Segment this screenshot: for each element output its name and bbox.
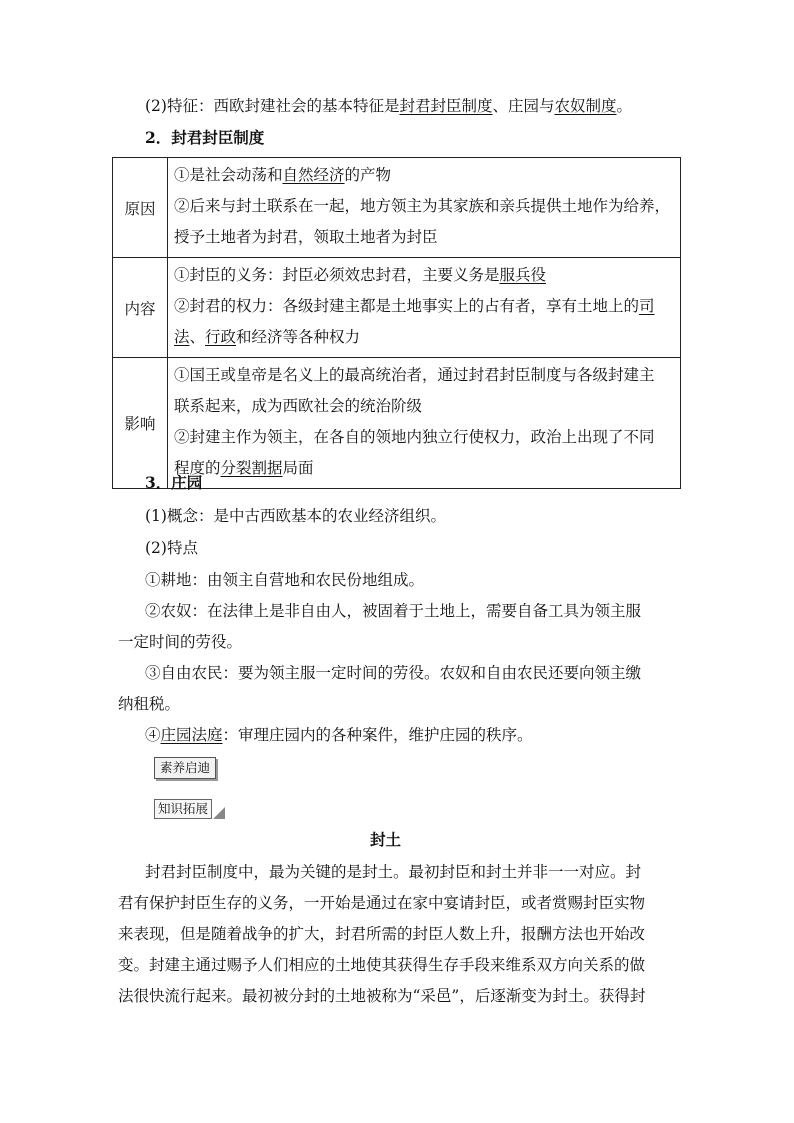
underlined-term: 司 (639, 297, 655, 315)
section-heading-3: 3．庄园 (145, 473, 203, 492)
paragraph-line: ④庄园法庭：审理庄园内的各种案件，维护庄园的秩序。 (145, 726, 533, 744)
row-content: ①是社会动荡和自然经济的产物 ②后来与封土联系在一起，地方领主为其家族和亲兵提供土地作为给养， 授予土地者为封君，领取土地者为封臣 (168, 158, 681, 258)
paragraph-line: (1)概念：是中古西欧基本的农业经济组织。 (145, 507, 446, 525)
knowledge-extension-tag: 知识拓展 (154, 799, 225, 817)
table-row (113, 258, 681, 358)
underlined-term: 自然经济 (282, 166, 345, 184)
row-content: ①国王或皇帝是名义上的最高统治者，通过封君封臣制度与各级封建主 联系起来，成为西欧社会的统治阶级 ②封建主作为领主，在各自的领地内独立行使权力，政治上出现了不同 程度的分裂割据局面 (168, 358, 681, 489)
table-row (113, 358, 681, 489)
row-content: ①封臣的义务：封臣必须效忠封君，主要义务是服兵役 ②封君的权力：各级封建主都是土地事实上的占有者，享有土地上的司 法、行政和经济等各种权力 (168, 258, 681, 358)
underlined-term: 封君封臣制度 (399, 97, 493, 115)
underlined-term: 行政 (205, 328, 237, 346)
section-heading-2: 2．封君封臣制度 (145, 128, 265, 147)
paragraph-line: 变。封建主通过赐予人们相应的土地使其获得生存手段来维系双方向关系的做 (118, 956, 646, 974)
paragraph-line: ①耕地：由领主自营地和农民份地组成。 (145, 571, 425, 589)
row-header: 影响 (113, 358, 168, 489)
paragraph-line: 纳租税。 (118, 695, 181, 713)
feudal-system-table (112, 157, 681, 489)
row-header: 原因 (113, 158, 168, 258)
paragraph-line: ②农奴：在法律上是非自由人，被固着于土地上，需要自备工具为领主服 (145, 602, 642, 620)
corner-triangle-icon (213, 807, 225, 819)
paragraph-line: 一定时间的劳役。 (118, 633, 243, 651)
underlined-term: 服兵役 (499, 266, 547, 284)
feature-text: 。 (616, 97, 633, 115)
feature-text: (2)特征：西欧封建社会的基本特征是 (145, 97, 400, 115)
paragraph-line: 法很快流行起来。最初被分封的土地被称为“采邑”，后逐渐变为封土。获得封 (118, 987, 646, 1005)
table-row (113, 158, 681, 258)
underlined-term: 农奴制度 (554, 97, 617, 115)
paragraph-line: 君有保护封臣生存的义务，一开始是通过在家中宴请封臣，或者赏赐封臣实物 (118, 894, 646, 912)
feature-line (145, 95, 632, 117)
feature-text: 、庄园与 (492, 97, 555, 115)
underlined-term: 法 (174, 328, 190, 346)
row-header: 内容 (113, 258, 168, 358)
paragraph-line: (2)特点 (145, 539, 198, 557)
paragraph-line: 封君封臣制度中，最为关键的是封土。最初封臣和封土并非一一对应。封 (145, 863, 642, 881)
literacy-tag: 素养启迪 (154, 757, 216, 779)
paragraph-line: 来表现，但是随着战争的扩大，封君所需的封臣人数上升，报酬方法也开始改 (118, 925, 646, 943)
underlined-term: 分裂割据 (220, 459, 283, 477)
paragraph-line: ③自由农民：要为领主服一定时间的劳役。农奴和自由农民还要向领主缴 (145, 664, 642, 682)
underlined-term: 庄园法庭 (160, 726, 223, 744)
section-title: 封土 (370, 830, 402, 849)
